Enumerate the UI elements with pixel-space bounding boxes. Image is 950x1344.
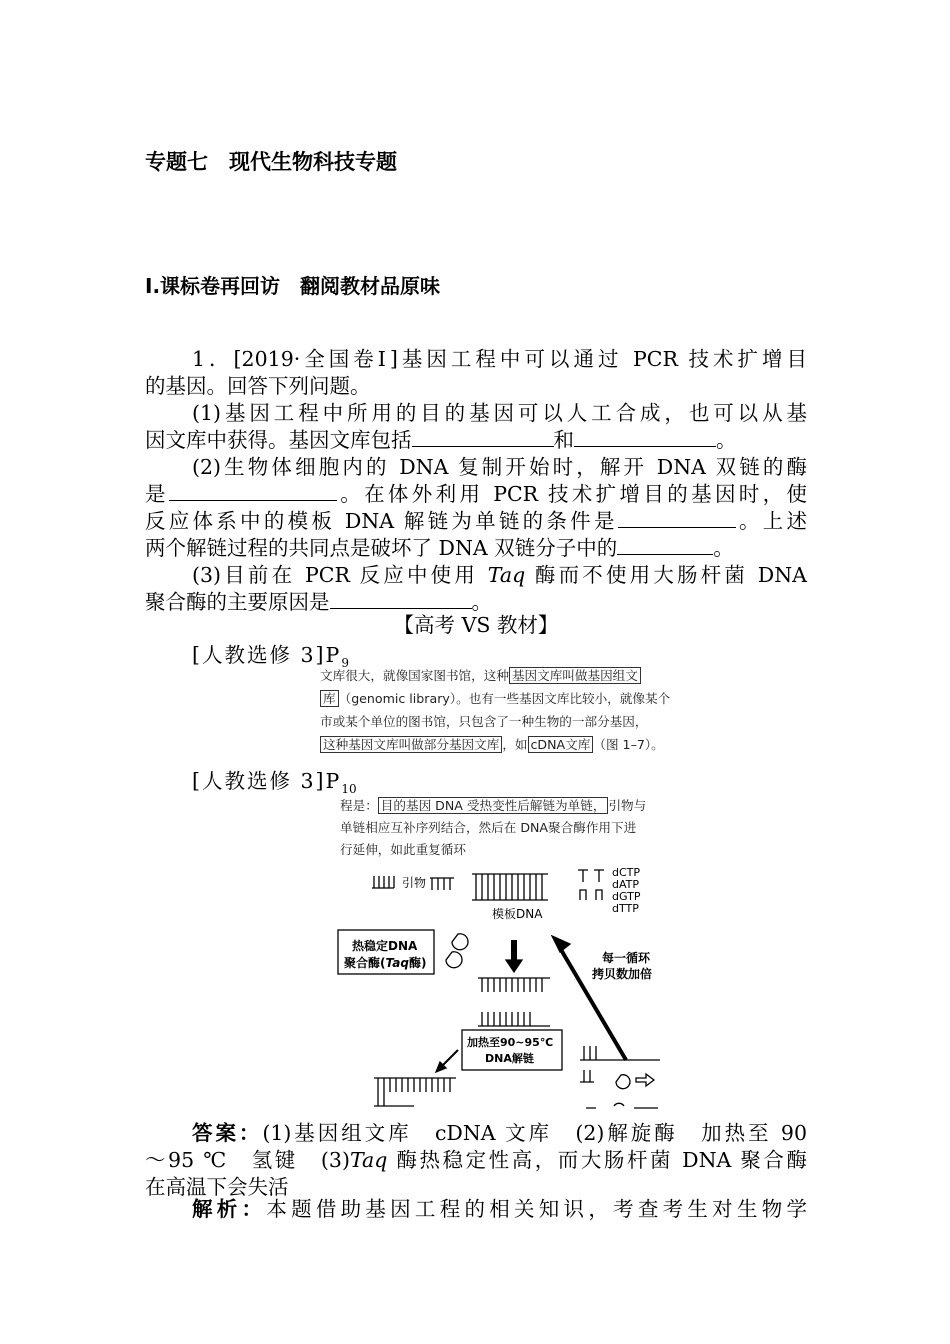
question-part-2: (2)生物体细胞内的 DNA 复制开始时，解开 DNA 双链的酶 [192,455,807,479]
textbook-excerpt-1: 文库很大，就像国家图书馆，这种 基因文库叫做基因组文 库 （genomic library）。也有一些基因文库比较小，就像某个 市或某个单位的图书馆，只包含了一种生物的一部分基因， 这种基因文库叫做部分基因文库 ，如 cDNA文库 （图 1–7）。 [320,668,671,752]
question-part-1-blanks: 因文库中获得。基因文库包括 和 。 [145,428,737,452]
enzyme-label: 热稳定DNA [352,939,418,953]
question-line: 1．[2019·全国卷Ⅰ]基因工程中可以通过 PCR 技术扩增目 [192,347,807,371]
answer-blank[interactable] [574,428,716,447]
answer-line: 答案：(1)基因组文库 cDNA 文库 (2)解旋酶 加热至 90 [192,1121,807,1145]
dntp-icons [578,870,604,900]
template-dna-icon [472,874,548,900]
question-part-2-line: 是 。在体外利用 PCR 技术扩增目的基因时，使 [145,482,807,506]
heat-label: DNA解链 [485,1052,534,1065]
cycle-label: 拷贝数加倍 [592,967,653,981]
enzyme-icon [452,934,468,950]
page-title: 专题七 现代生物科技专题 [145,150,397,174]
section-heading: Ⅰ.课标卷再回访 翻阅教材品原味 [145,274,441,298]
question-part-1: (1)基因工程中所用的目的基因可以人工合成，也可以从基 [192,401,807,425]
answer-blank[interactable] [412,428,554,447]
question-part-3: (3)目前在 PCR 反应中使用 Taq 酶而不使用大肠杆菌 DNA [192,563,807,587]
heat-label: 加热至90~95℃ [467,1036,554,1049]
textbook-reference: [人教选修 $3]P_9$ [192,643,349,671]
textbook-excerpt-2: 程是： 目的基因 DNA 受热变性后解链为单链， 引物与 单链相应互补序列结合，然后在 DNA聚合酶作用下进 行延伸，如此重复循环 [340,798,647,857]
pcr-diagram [330,860,670,1115]
template-label: 模板DNA [492,907,543,921]
dctp-label: dCTP [612,866,641,879]
question-part-2-line: 反应体系中的模板 DNA 解链为单链的条件是 。上述 [145,509,807,533]
textbook-reference: [人教选修 $3]P_{10}$ [192,769,357,797]
enzyme-label: 聚合酶(Taq酶) [344,956,427,970]
answer-line: 在高温下会失活 [145,1175,289,1199]
cycle-label: 每一循环 [602,951,651,965]
analysis-line: 解析：本题借助基因工程的相关知识，考查考生对生物学 [192,1197,807,1221]
answer-line: ～95 ℃ 氢键 (3)Taq 酶热稳定性高，而大肠杆菌 DNA 聚合酶 [145,1148,807,1172]
answer-blank[interactable] [618,509,736,528]
question-part-3-line: 聚合酶的主要原因是 。 [145,590,492,614]
question-part-2-line: 两个解链过程的共同点是破坏了 DNA 双链分子中的 。 [145,536,734,560]
dgtp-label: dGTP [612,890,641,903]
answer-blank[interactable] [169,482,337,501]
dttp-label: dTTP [612,902,639,915]
answer-blank[interactable] [617,536,713,555]
datp-label: dATP [612,878,640,891]
compare-heading: 【高考 VS 教材】 [393,613,559,637]
question-line: 的基因。回答下列问题。 [145,374,371,398]
answer-blank[interactable] [330,590,472,609]
primer-label: 引物 [402,876,427,890]
